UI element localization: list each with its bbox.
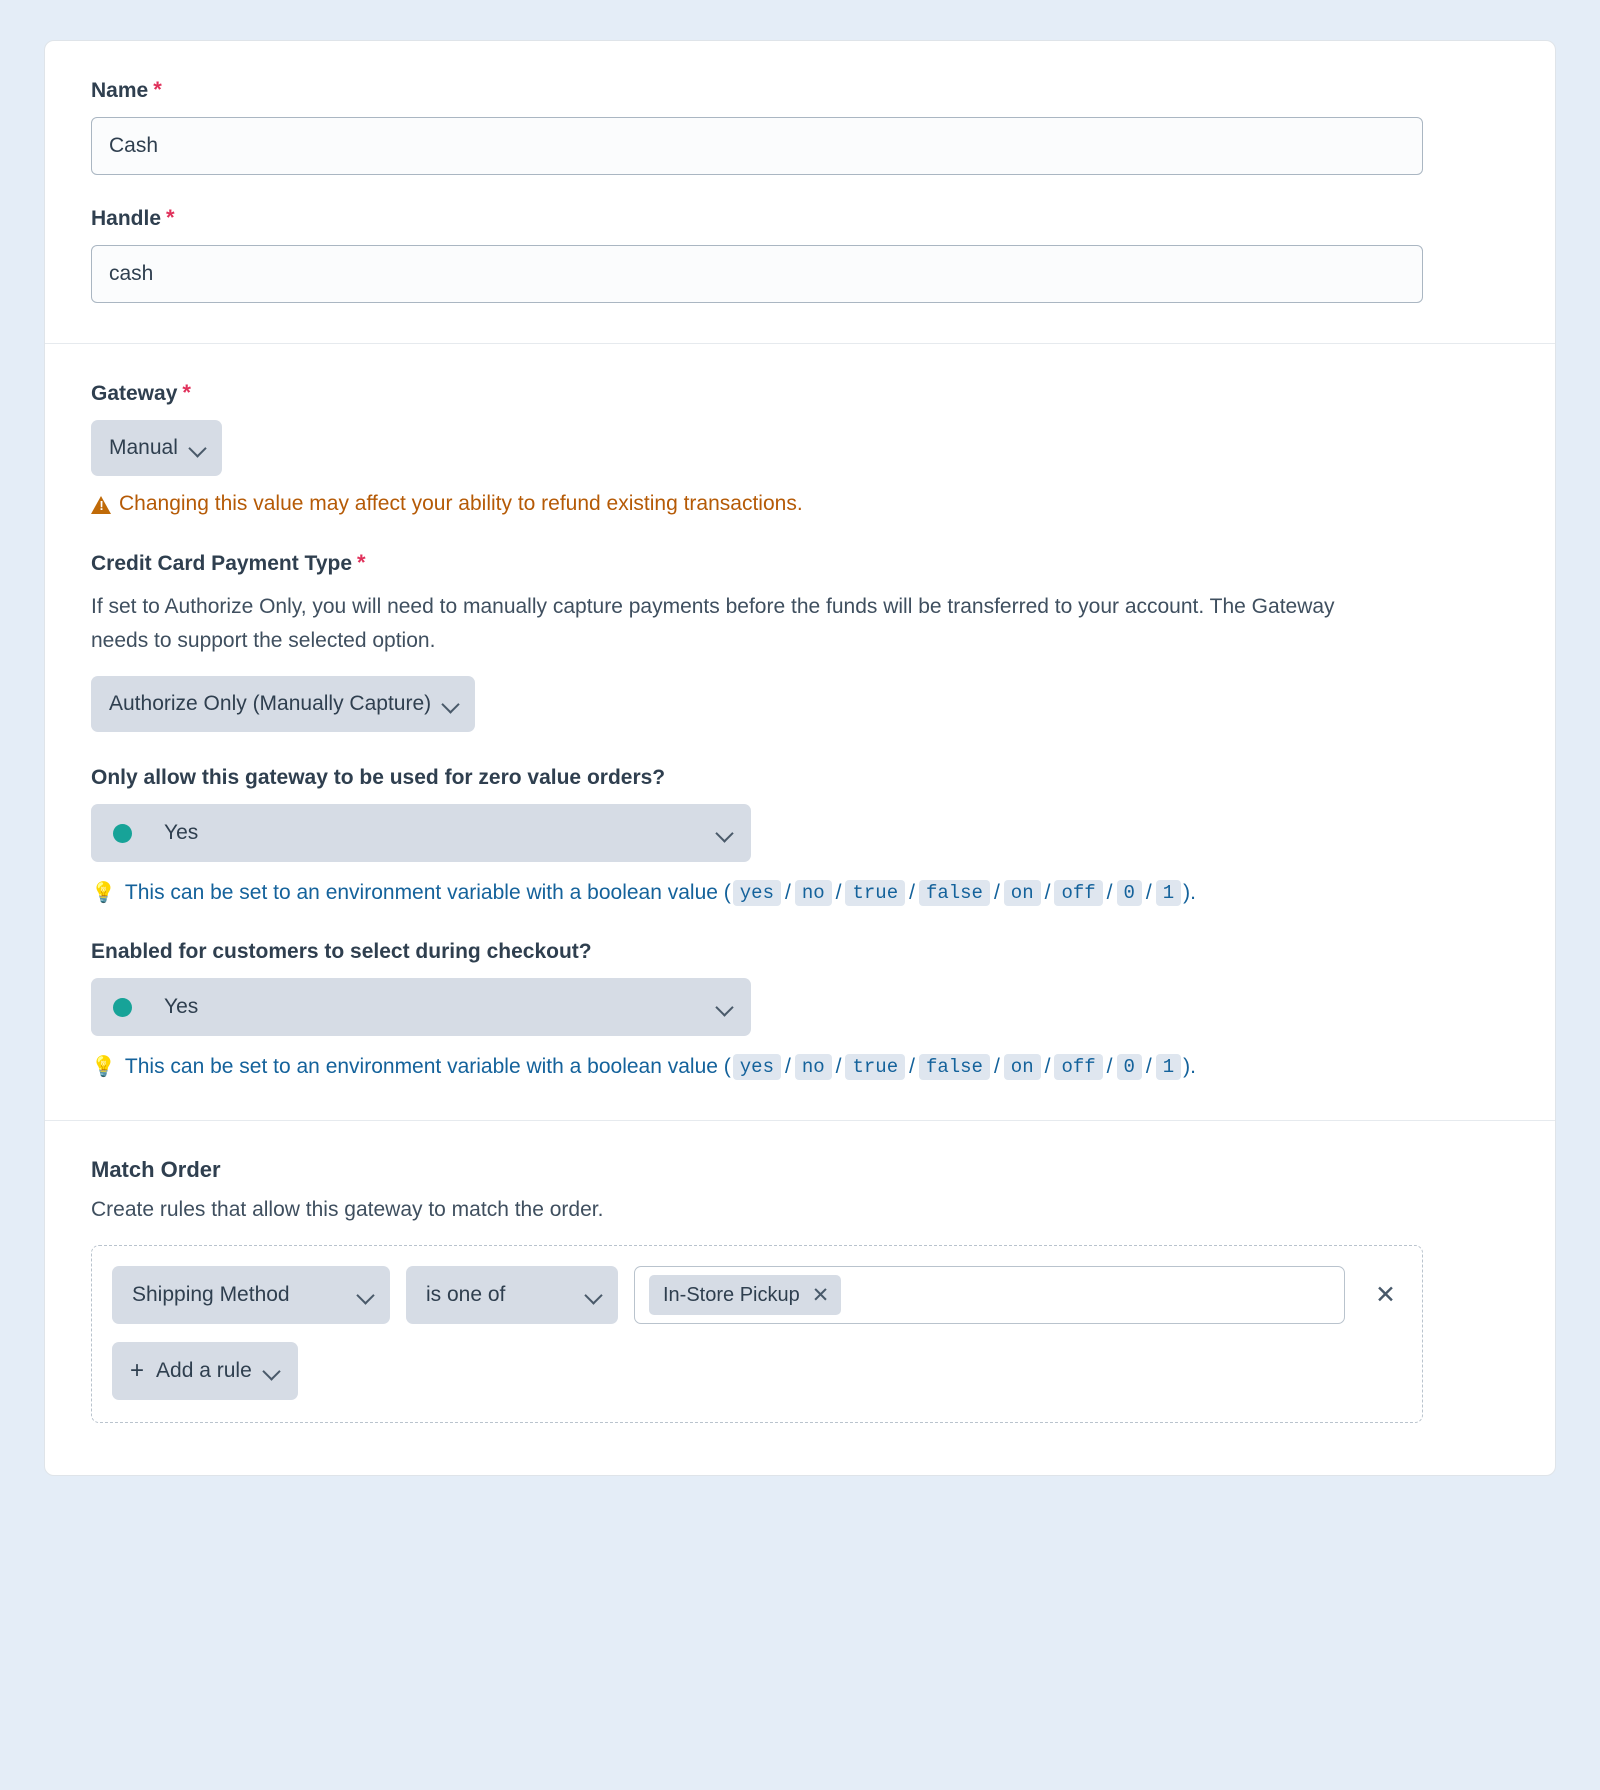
hint-code-true: true [845, 880, 905, 906]
hint-code-false: false [919, 880, 990, 906]
chevron-down-icon [717, 825, 733, 841]
hint-code-no: no [795, 1054, 832, 1080]
match-order-description: Create rules that allow this gateway to match the order. [91, 1198, 604, 1222]
gateway-required-marker: * [182, 380, 191, 405]
name-required-marker: * [153, 77, 162, 102]
status-dot-icon [113, 824, 132, 843]
hint-code-one: 1 [1156, 880, 1181, 906]
enabled-for-checkout-select[interactable] [91, 978, 751, 1036]
match-order-title: Match Order [91, 1157, 221, 1183]
hint-code-yes: yes [733, 1054, 781, 1080]
rule-operator-select[interactable] [406, 1266, 618, 1324]
rule-operator-value: is one of [426, 1283, 506, 1307]
gateway-label [91, 380, 1509, 406]
enabled-for-checkout-hint: 💡 This can be set to an environment variable with a boolean value ( yes / no / true / false / on / off / 0 / 1 ). [91, 1055, 1196, 1079]
name-label-text: Name [91, 79, 149, 102]
name-label [91, 77, 1509, 103]
zero-value-orders-block [91, 766, 1509, 906]
zero-value-orders-hint-suffix: ). [1183, 881, 1196, 905]
hint-code-zero: 0 [1117, 1054, 1142, 1080]
credit-card-payment-type-label-text: Credit Card Payment Type [91, 552, 353, 575]
warning-icon [91, 495, 112, 514]
basic-info-section [45, 41, 1555, 344]
plus-icon: + [130, 1357, 145, 1385]
gateway-warning [91, 492, 1509, 516]
chevron-down-icon [717, 999, 733, 1015]
credit-card-payment-type-selected-value: Authorize Only (Manually Capture) [109, 692, 432, 716]
rule-value-tag-input[interactable] [634, 1266, 1345, 1324]
zero-value-orders-label: Only allow this gateway to be used for zero value orders? [91, 766, 666, 790]
status-dot-icon [113, 998, 132, 1017]
hint-code-off: off [1054, 1054, 1102, 1080]
credit-card-payment-type-required-marker: * [357, 550, 366, 575]
name-input[interactable] [91, 117, 1423, 175]
rule-value-tag-label: In-Store Pickup [663, 1283, 800, 1306]
gateway-settings-section [45, 344, 1555, 1121]
add-rule-button[interactable] [112, 1342, 298, 1400]
hint-code-on: on [1004, 1054, 1041, 1080]
rule-builder [91, 1245, 1423, 1423]
gateway-selected-value: Manual [109, 436, 178, 459]
credit-card-payment-type-select[interactable] [91, 676, 475, 732]
add-rule-label: Add a rule [156, 1359, 252, 1383]
hint-code-off: off [1054, 880, 1102, 906]
hint-code-no: no [795, 880, 832, 906]
zero-value-orders-select[interactable] [91, 804, 751, 862]
lightbulb-icon: 💡 [91, 882, 116, 905]
rule-attribute-value: Shipping Method [132, 1283, 290, 1307]
rule-attribute-select[interactable] [112, 1266, 390, 1324]
remove-rule-icon[interactable]: ✕ [1375, 1280, 1396, 1309]
chevron-down-icon [190, 440, 206, 456]
enabled-for-checkout-selected-value: Yes [164, 995, 199, 1019]
hint-code-on: on [1004, 880, 1041, 906]
handle-required-marker: * [166, 205, 175, 230]
chevron-down-icon [358, 1287, 374, 1303]
handle-label [91, 205, 1509, 231]
enabled-for-checkout-hint-prefix: This can be set to an environment variable with a boolean value ( [124, 1055, 731, 1079]
rule-value-tag [649, 1275, 841, 1315]
chevron-down-icon [264, 1363, 280, 1379]
gateway-warning-text: Changing this value may affect your ability to refund existing transactions. [119, 492, 803, 515]
handle-input[interactable] [91, 245, 1423, 303]
zero-value-orders-hint: 💡 This can be set to an environment variable with a boolean value ( yes / no / true / false / on / off / 0 / 1 ). [91, 881, 1196, 905]
handle-field-block [91, 205, 1509, 303]
zero-value-orders-hint-prefix: This can be set to an environment variable with a boolean value ( [124, 881, 731, 905]
close-icon[interactable]: ✕ [811, 1283, 830, 1307]
lightbulb-icon: 💡 [91, 1056, 116, 1079]
handle-label-text: Handle [91, 207, 162, 230]
zero-value-orders-selected-value: Yes [164, 821, 199, 845]
name-field-block [91, 77, 1509, 175]
credit-card-payment-type-help: If set to Authorize Only, you will need to manually capture payments before the funds will be transferred to your account. The Gateway needs to support the selected option. [91, 595, 1335, 653]
chevron-down-icon [586, 1287, 602, 1303]
hint-code-true: true [845, 1054, 905, 1080]
gateway-select[interactable] [91, 420, 222, 476]
payment-gateway-form-card [44, 40, 1556, 1476]
rule-row [112, 1266, 1402, 1324]
hint-code-yes: yes [733, 880, 781, 906]
credit-card-payment-type-block [91, 550, 1509, 732]
enabled-for-checkout-hint-suffix: ). [1183, 1055, 1196, 1079]
chevron-down-icon [443, 696, 459, 712]
enabled-for-checkout-label: Enabled for customers to select during checkout? [91, 940, 592, 964]
enabled-for-checkout-block [91, 940, 1509, 1080]
hint-code-zero: 0 [1117, 880, 1142, 906]
hint-code-false: false [919, 1054, 990, 1080]
hint-code-one: 1 [1156, 1054, 1181, 1080]
match-order-section [45, 1121, 1555, 1475]
credit-card-payment-type-label [91, 550, 1509, 576]
gateway-label-text: Gateway [91, 382, 178, 405]
